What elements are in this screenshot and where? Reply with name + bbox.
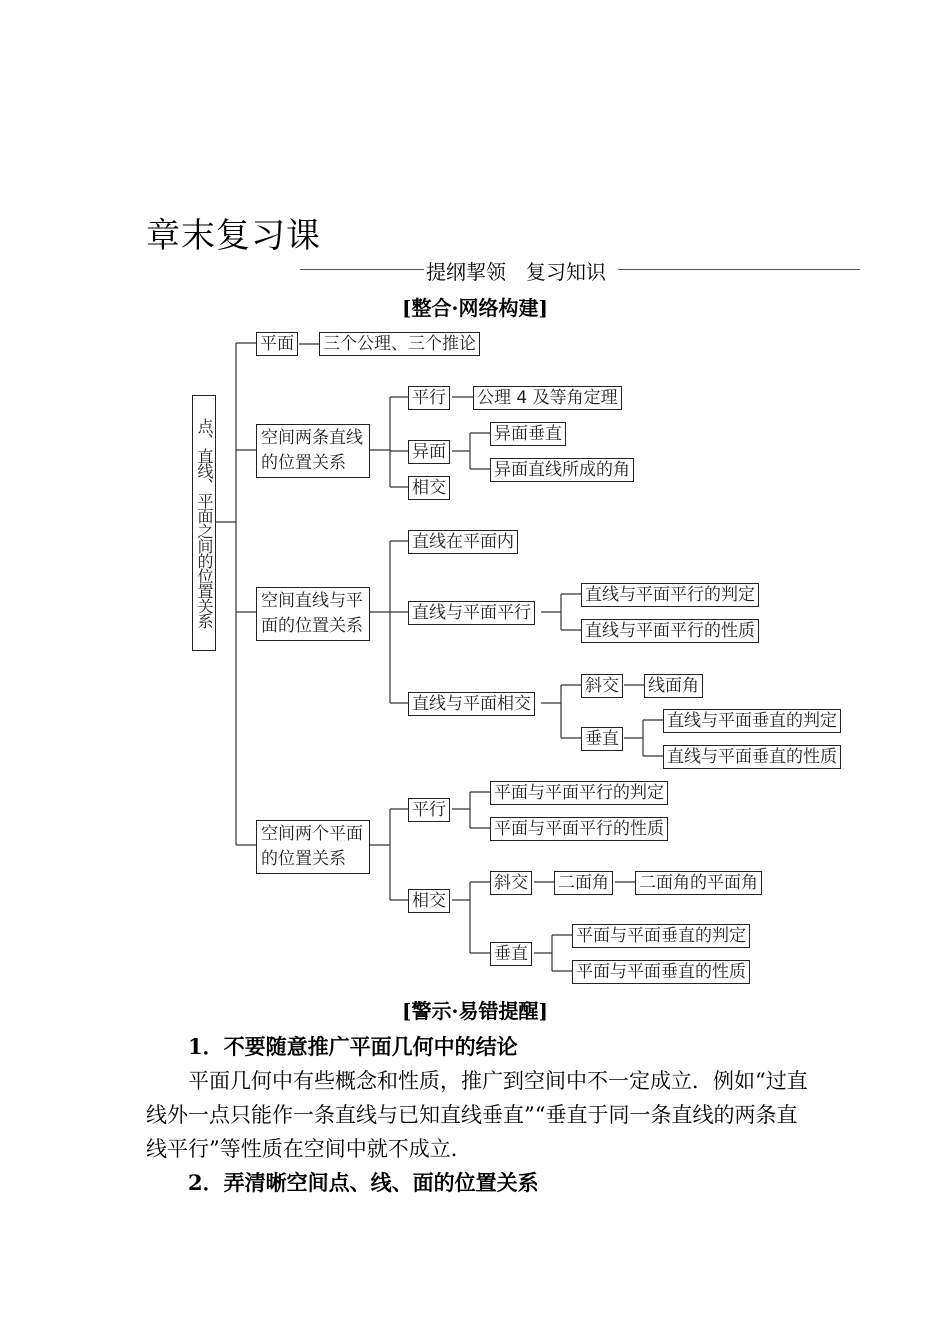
node-dihedral-angle: 二面角 bbox=[554, 871, 613, 895]
node-skew-perpendicular: 异面垂直 bbox=[490, 422, 566, 446]
node-pp-intersect: 相交 bbox=[408, 889, 450, 913]
node-pp-perpendicular: 垂直 bbox=[490, 942, 532, 966]
node-two-lines: 空间两条直线的位置关系 bbox=[256, 424, 370, 478]
node-lp-perpendicular: 垂直 bbox=[581, 727, 623, 751]
banner-rule-right bbox=[618, 269, 860, 270]
page-title: 章末复习课 bbox=[146, 216, 321, 256]
node-lp-perp-judgment: 直线与平面垂直的判定 bbox=[663, 709, 841, 733]
node-pp-oblique: 斜交 bbox=[490, 871, 532, 895]
node-lines-intersect: 相交 bbox=[408, 476, 450, 500]
node-line-plane-intersect: 直线与平面相交 bbox=[408, 692, 535, 716]
tree-root-node: 点、直线、平面之间的位置关系 bbox=[192, 395, 216, 651]
node-dihedral-plane-angle: 二面角的平面角 bbox=[635, 871, 762, 895]
node-lp-parallel-judgment: 直线与平面平行的判定 bbox=[581, 583, 759, 607]
node-lp-perp-property: 直线与平面垂直的性质 bbox=[663, 745, 841, 769]
node-axiom4: 公理 4 及等角定理 bbox=[473, 386, 622, 410]
banner-text: 提纲挈领 复习知识 bbox=[426, 260, 606, 284]
node-pp-parallel: 平行 bbox=[408, 798, 450, 822]
node-line-plane-parallel: 直线与平面平行 bbox=[408, 601, 535, 625]
section-banner bbox=[300, 256, 860, 282]
warning-list bbox=[146, 1030, 816, 1200]
section-heading-warnings: [警示·易错提醒] bbox=[402, 999, 548, 1023]
node-plane: 平面 bbox=[256, 332, 298, 356]
node-line-in-plane: 直线在平面内 bbox=[408, 530, 518, 554]
node-lines-parallel: 平行 bbox=[408, 386, 450, 410]
node-plane-plane: 空间两个平面的位置关系 bbox=[256, 820, 370, 874]
node-pp-perp-property: 平面与平面垂直的性质 bbox=[572, 960, 750, 984]
item-1-heading: 1．不要随意推广平面几何中的结论 bbox=[188, 1034, 518, 1059]
node-lp-oblique: 斜交 bbox=[581, 674, 623, 698]
node-pp-parallel-property: 平面与平面平行的性质 bbox=[490, 817, 668, 841]
banner-rule-left bbox=[300, 269, 424, 270]
node-plane-axioms: 三个公理、三个推论 bbox=[319, 332, 480, 356]
node-skew: 异面 bbox=[408, 440, 450, 464]
node-lp-parallel-property: 直线与平面平行的性质 bbox=[581, 619, 759, 643]
node-line-plane-angle: 线面角 bbox=[644, 674, 703, 698]
node-line-plane: 空间直线与平面的位置关系 bbox=[256, 587, 370, 641]
node-pp-perp-judgment: 平面与平面垂直的判定 bbox=[572, 924, 750, 948]
node-pp-parallel-judgment: 平面与平面平行的判定 bbox=[490, 781, 668, 805]
item-1-body: 平面几何中有些概念和性质，推广到空间中不一定成立．例如“过直线外一点只能作一条直线与已知直线垂直”“垂直于同一条直线的两条直线平行”等性质在空间中就不成立． bbox=[146, 1069, 808, 1161]
item-2-heading: 2．弄清晰空间点、线、面的位置关系 bbox=[188, 1170, 539, 1195]
section-heading-network: [整合·网络构建] bbox=[402, 296, 548, 320]
node-skew-angle: 异面直线所成的角 bbox=[490, 458, 634, 482]
